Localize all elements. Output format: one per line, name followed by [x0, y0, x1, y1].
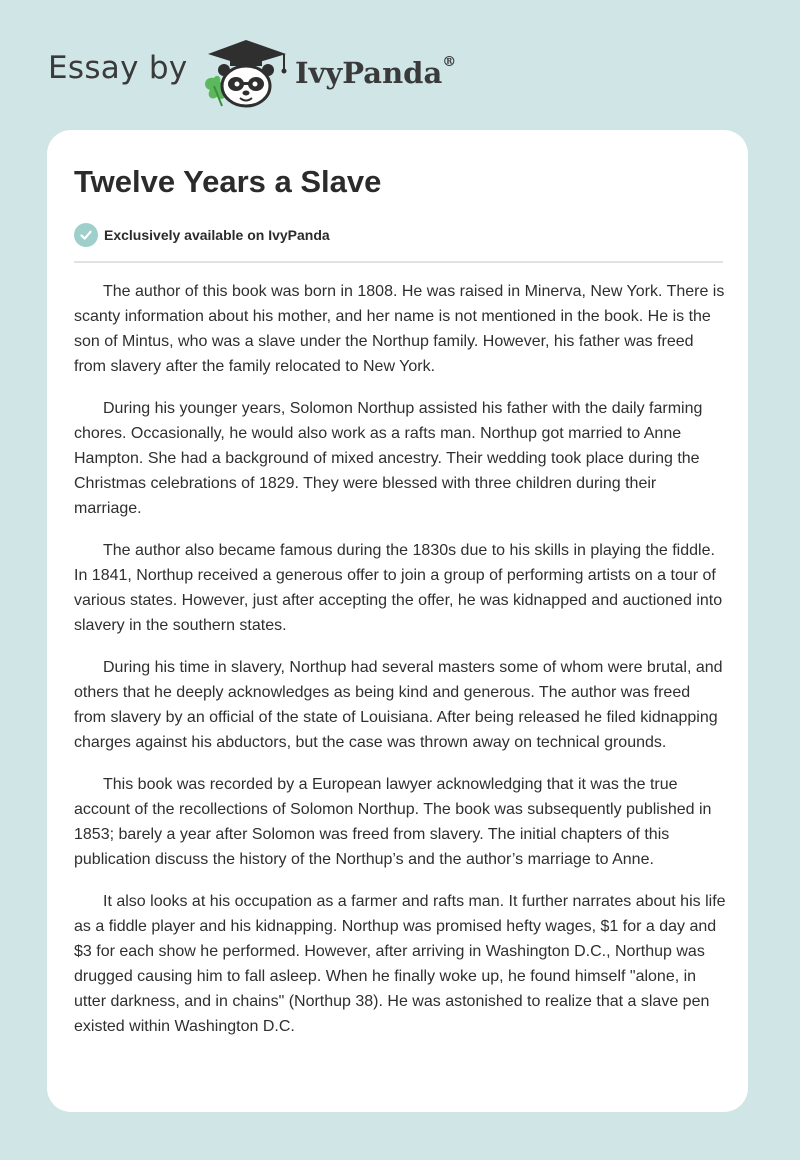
paragraph: During his time in slavery, Northup had several masters some of whom were brutal, and others that he deeply acknowledges as being kind and generous. The author was freed from slavery by an official of the state of Louisiana. After being released he filed kidnapping charges against his abductors, but the case was thrown away on technical grounds.: [74, 659, 723, 751]
paragraph: The author also became famous during the 1830s due to his skills in playing the fiddle. In 1841, Northup received a generous offer to join a group of performing artists on a tour of various states. However, just after accepting the offer, he was kidnapped and auctioned into slavery in the southern states.: [74, 542, 723, 634]
essay-body: [74, 279, 726, 1056]
essay-by-label: Essay by: [48, 50, 188, 86]
paragraph: The author of this book was born in 1808. He was raised in Minerva, New York. There is scanty information about his mother, and her name is not mentioned in the book. He is the son of Mintus, who was a slave under the Northup family. However, his father was freed from slavery after the family relocated to New York.: [74, 283, 725, 375]
page-title: Twelve Years a Slave: [74, 164, 382, 199]
paragraph: This book was recorded by a European lawyer acknowledging that it was the true account of the recollections of Solomon Northup. The book was subsequently published in 1853; barely a year after Solomon was freed from slavery. The initial chapters of this publication discuss the history of the Northup’s and the author’s marriage to Anne.: [74, 776, 712, 868]
brand-name: IvyPanda: [295, 56, 443, 90]
site-header: [0, 0, 800, 120]
exclusive-badge: [74, 222, 330, 248]
panda-graduate-icon[interactable]: [200, 36, 292, 110]
paragraph: It also looks at his occupation as a farmer and rafts man. It further narrates about his life as a fiddle player and his kidnapping. Northup was promised hefty wages, $1 for a day and $3 for each show he performed. However, after arriving in Washington D.C., Northup was drugged causing him to fall asleep. When he finally woke up, he found himself "alone, in utter darkness, and in chains" (Northup 38). He was astonished to realize that a slave pen existed within Washington D.C.: [74, 893, 726, 1035]
essay-card: [47, 130, 748, 1112]
brand-logo-text[interactable]: [295, 56, 456, 90]
check-circle-icon: [74, 223, 98, 247]
exclusive-badge-text: Exclusively available on IvyPanda: [104, 227, 330, 243]
divider: [74, 261, 723, 263]
registered-mark: ®: [442, 54, 457, 70]
paragraph: During his younger years, Solomon Northup assisted his father with the daily farming chores. Occasionally, he would also work as a rafts man. Northup got married to Anne Hampton. She had a background of mixed ancestry. Their wedding took place during the Christmas celebrations of 1829. They were blessed with three children during their marriage.: [74, 400, 703, 517]
